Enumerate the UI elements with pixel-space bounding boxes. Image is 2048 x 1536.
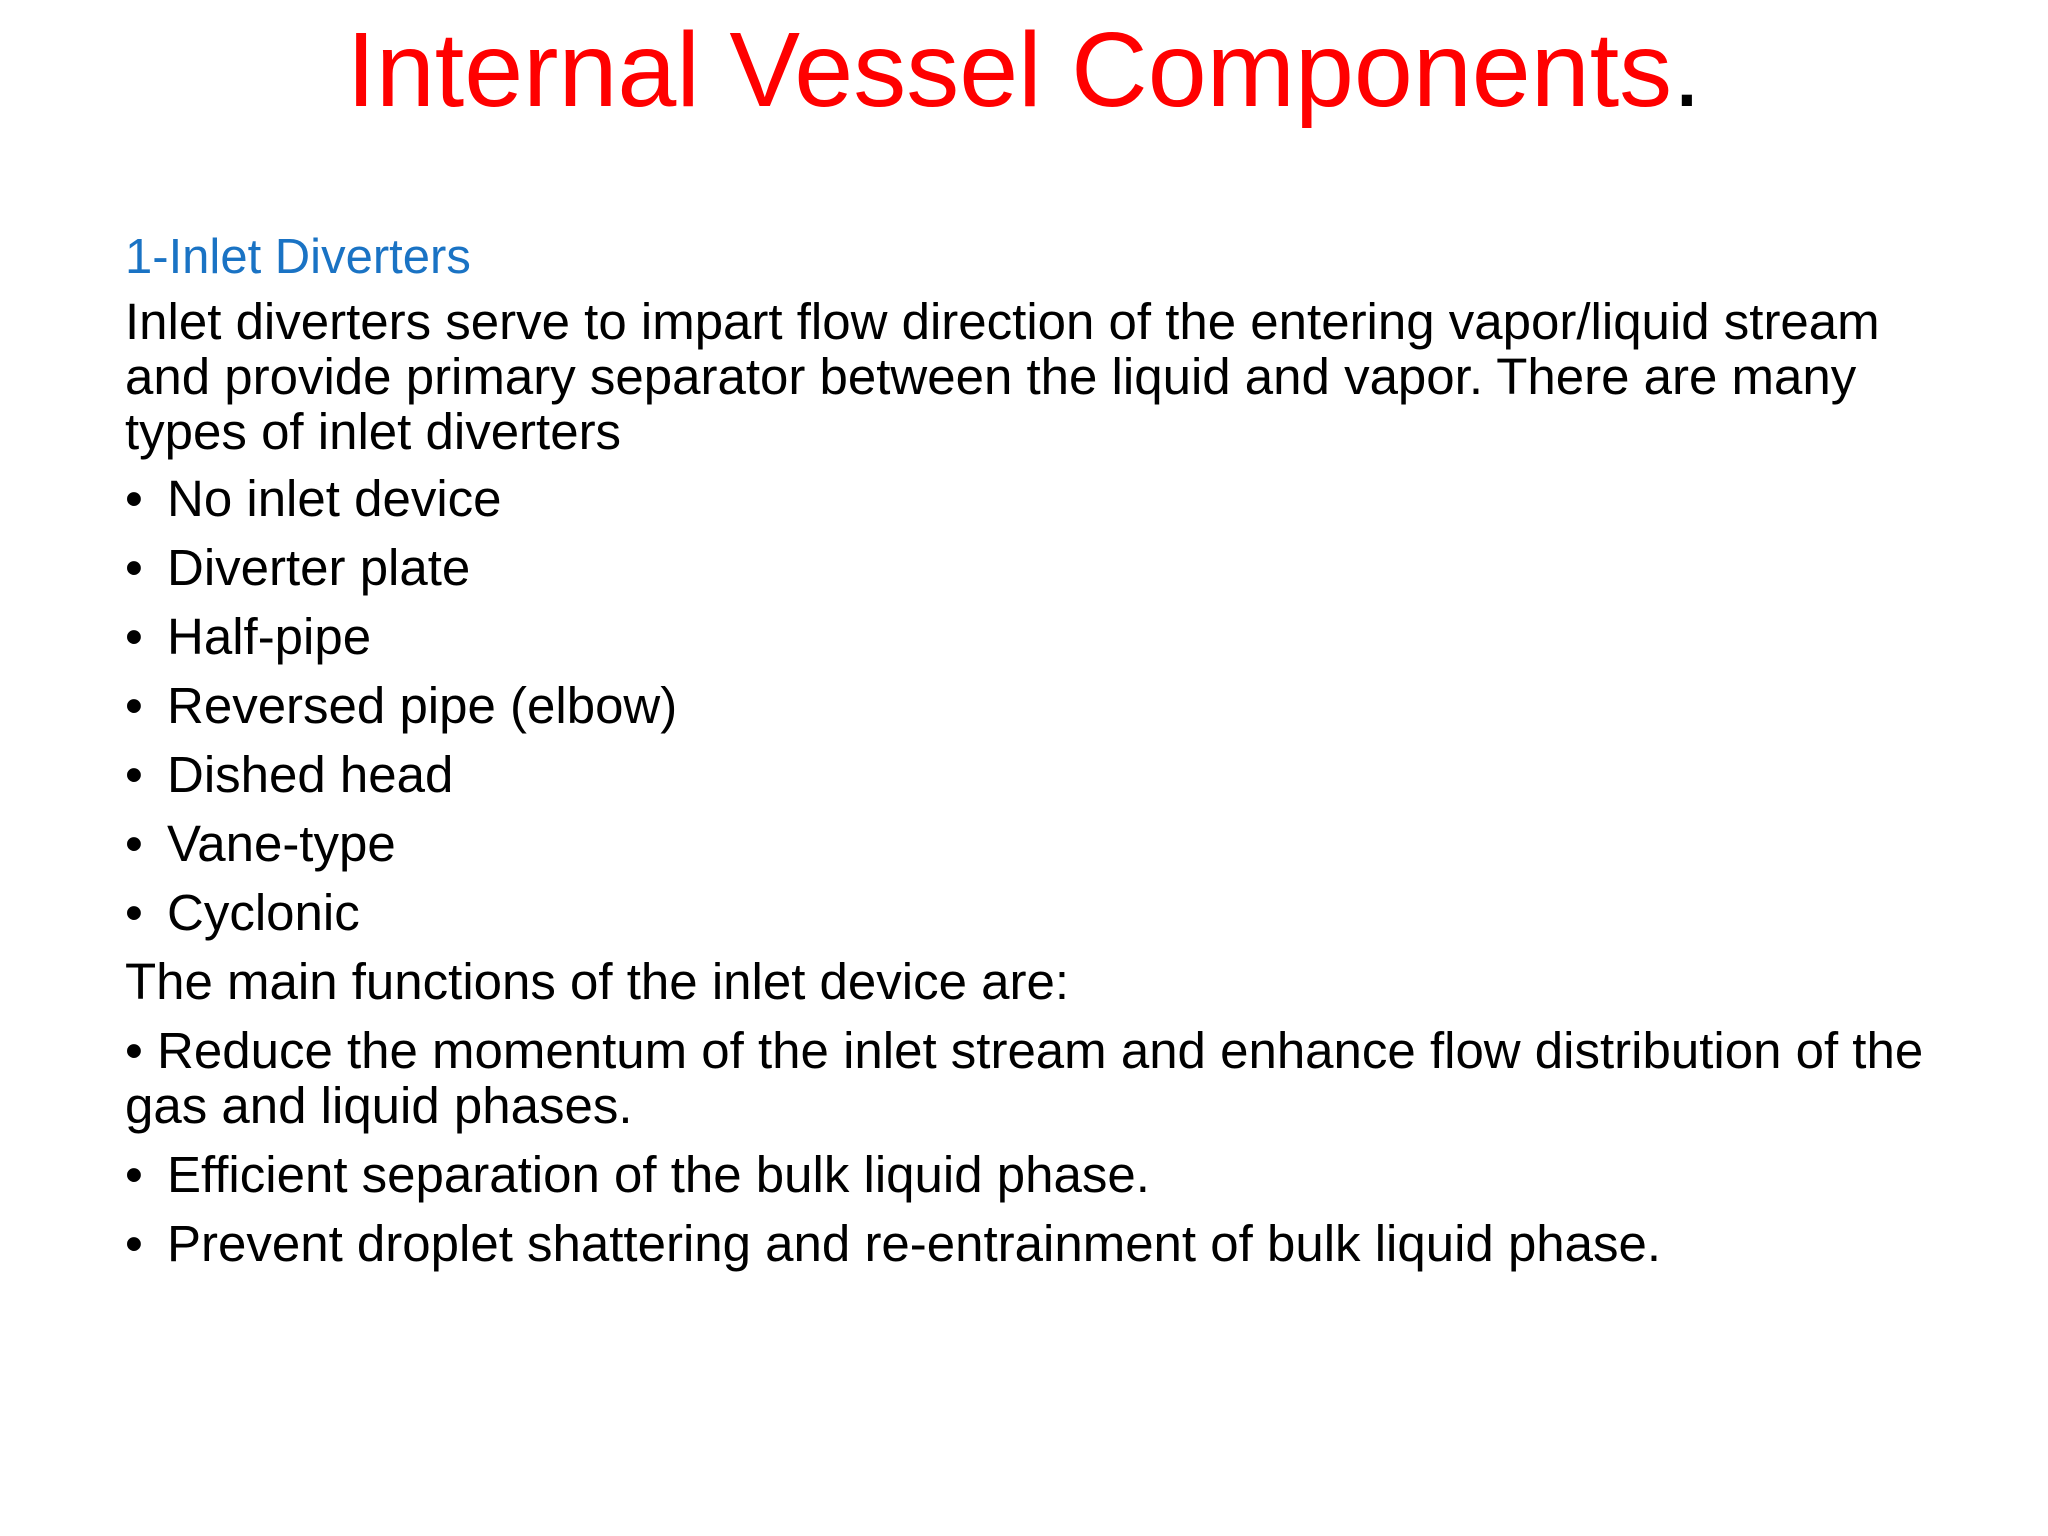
diverter-type: Dished head [167, 746, 454, 803]
slide-title-text: Internal Vessel Components [346, 11, 1673, 129]
bullet-icon: • [125, 677, 143, 734]
list-item [125, 747, 1965, 802]
bullet-icon: • [125, 746, 143, 803]
list-item [125, 678, 1965, 733]
intro-paragraph: Inlet diverters serve to impart flow direction of the entering vapor/liquid stream and provide primary separator between the liquid and vapor. There are many types of inlet diverters [125, 293, 1880, 460]
bullet-icon: • [125, 1146, 143, 1203]
list-item [125, 816, 1965, 871]
bullet-icon: • [125, 815, 143, 872]
diverter-types-list [125, 471, 1965, 940]
diverter-type: Reversed pipe (elbow) [167, 677, 678, 734]
slide-title-period: . [1672, 11, 1702, 129]
list-item [125, 540, 1965, 595]
function-item: Prevent droplet shattering and re-entrainment of bulk liquid phase. [167, 1215, 1662, 1272]
slide-content [125, 226, 1965, 1285]
diverter-type: Diverter plate [167, 539, 471, 596]
bullet-icon: • [125, 539, 143, 596]
bullet-icon: • [125, 1215, 143, 1272]
list-item [125, 1023, 1965, 1133]
function-item: Reduce the momentum of the inlet stream and enhance flow distribution of the gas and liquid phases. [125, 1022, 1924, 1134]
list-item [125, 1216, 1965, 1271]
function-item: Efficient separation of the bulk liquid phase. [167, 1146, 1150, 1203]
list-item [125, 1147, 1965, 1202]
list-item [125, 471, 1965, 526]
list-item [125, 609, 1965, 664]
slide-title [0, 10, 2048, 130]
diverter-type: Vane-type [167, 815, 396, 872]
bullet-icon: • [125, 470, 143, 527]
bullet-icon: • [125, 608, 143, 665]
section-heading: 1-Inlet Diverters [125, 230, 471, 284]
diverter-type: No inlet device [167, 470, 502, 527]
diverter-type: Half-pipe [167, 608, 372, 665]
list-item [125, 885, 1965, 940]
diverter-type: Cyclonic [167, 884, 360, 941]
functions-intro: The main functions of the inlet device are: [125, 953, 1070, 1010]
bullet-icon: • [125, 1022, 143, 1079]
functions-list [125, 1023, 1965, 1271]
bullet-icon: • [125, 884, 143, 941]
